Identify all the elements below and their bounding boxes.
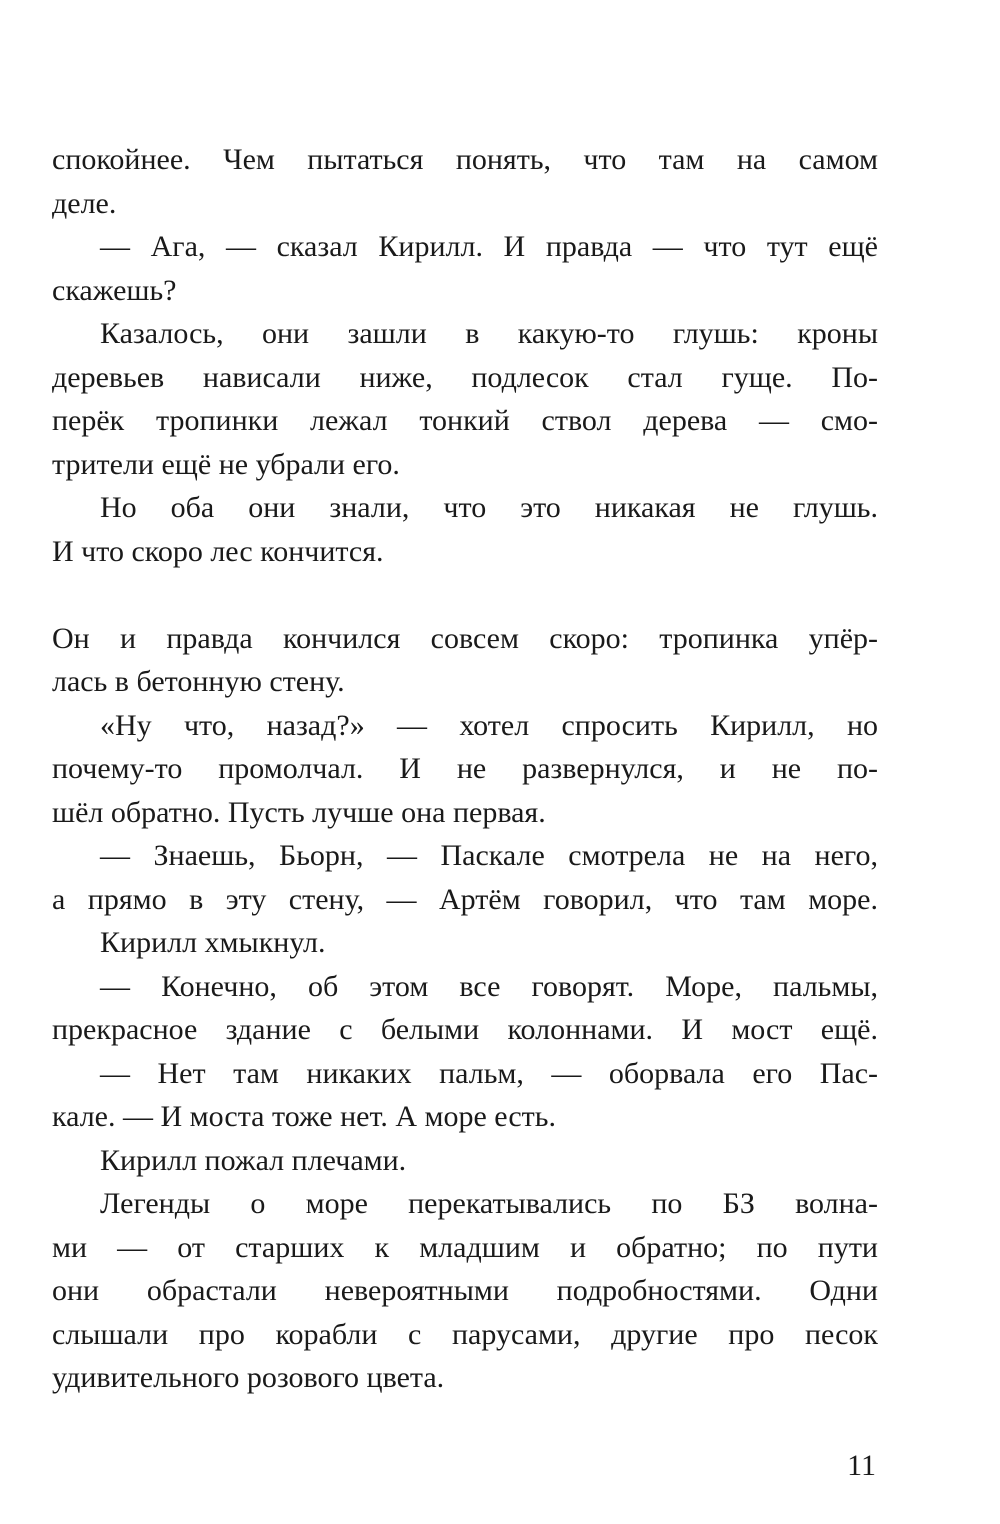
paragraph <box>52 312 878 486</box>
text-line: Кирилл хмыкнул. <box>100 926 326 959</box>
text-line: Кирилл пожал плечами. <box>100 1143 407 1177</box>
paragraph <box>52 225 878 312</box>
text-line: слышали про корабли с парусами, другие про песок <box>52 1317 878 1351</box>
paragraph <box>52 486 878 573</box>
text-line: деревьев нависали ниже, подлесок стал гуще. По- <box>52 360 878 394</box>
text-line: спокойнее. Чем пытаться понять, что там на самом <box>52 143 878 176</box>
page-number: 11 <box>847 1449 876 1482</box>
text-line: удивительного розового цвета. <box>52 1361 445 1394</box>
text-line: — Конечно, об этом все говорят. Море, пальмы, <box>100 969 878 1003</box>
text-line: Он и правда кончился совсем скоро: тропинка упёр- <box>52 621 878 655</box>
text-line: Легенды о море перекатывались по БЗ волна- <box>100 1187 878 1220</box>
text-line: трители ещё не убрали его. <box>52 447 400 481</box>
text-line: ми — от старших к младшим и обратно; по пути <box>52 1230 878 1264</box>
text-line: Казалось, они зашли в какую-то глушь: кроны <box>100 317 878 350</box>
text-line: — Знаешь, Бьорн, — Паскале смотрела не на него, <box>100 839 878 872</box>
text-line: И что скоро лес кончится. <box>52 534 384 568</box>
text-line: прекрасное здание с белыми колоннами. И мост ещё. <box>52 1013 878 1046</box>
paragraph <box>52 1182 878 1400</box>
text-line: перёк тропинки лежал тонкий ствол дерева — смо- <box>52 404 878 437</box>
paragraph <box>52 921 878 965</box>
paragraph <box>52 704 878 835</box>
text-line: они обрастали невероятными подробностями. Одни <box>52 1274 878 1307</box>
text-line: «Ну что, назад?» — хотел спросить Кирилл, но <box>100 708 878 742</box>
section-break <box>52 573 878 617</box>
text-line: почему-то промолчал. И не развернулся, и не по- <box>52 752 878 785</box>
text-line: деле. <box>52 186 117 220</box>
body-text <box>52 138 878 1400</box>
text-line: скажешь? <box>52 273 177 307</box>
paragraph <box>52 1139 878 1183</box>
text-line: кале. — И моста тоже нет. А море есть. <box>52 1100 556 1133</box>
text-line: а прямо в эту стену, — Артём говорил, что там море. <box>52 882 878 916</box>
paragraph <box>52 965 878 1052</box>
paragraph <box>52 1052 878 1139</box>
paragraph <box>52 138 878 225</box>
paragraph <box>52 617 878 704</box>
text-line: — Ага, — сказал Кирилл. И правда — что тут ещё <box>100 230 878 263</box>
paragraph <box>52 834 878 921</box>
text-line: — Нет там никаких пальм, — оборвала его Пас- <box>100 1056 878 1090</box>
text-line: шёл обратно. Пусть лучше она первая. <box>52 795 546 829</box>
text-line: лась в бетонную стену. <box>52 665 345 698</box>
text-line: Но оба они знали, что это никакая не глушь. <box>100 491 878 524</box>
